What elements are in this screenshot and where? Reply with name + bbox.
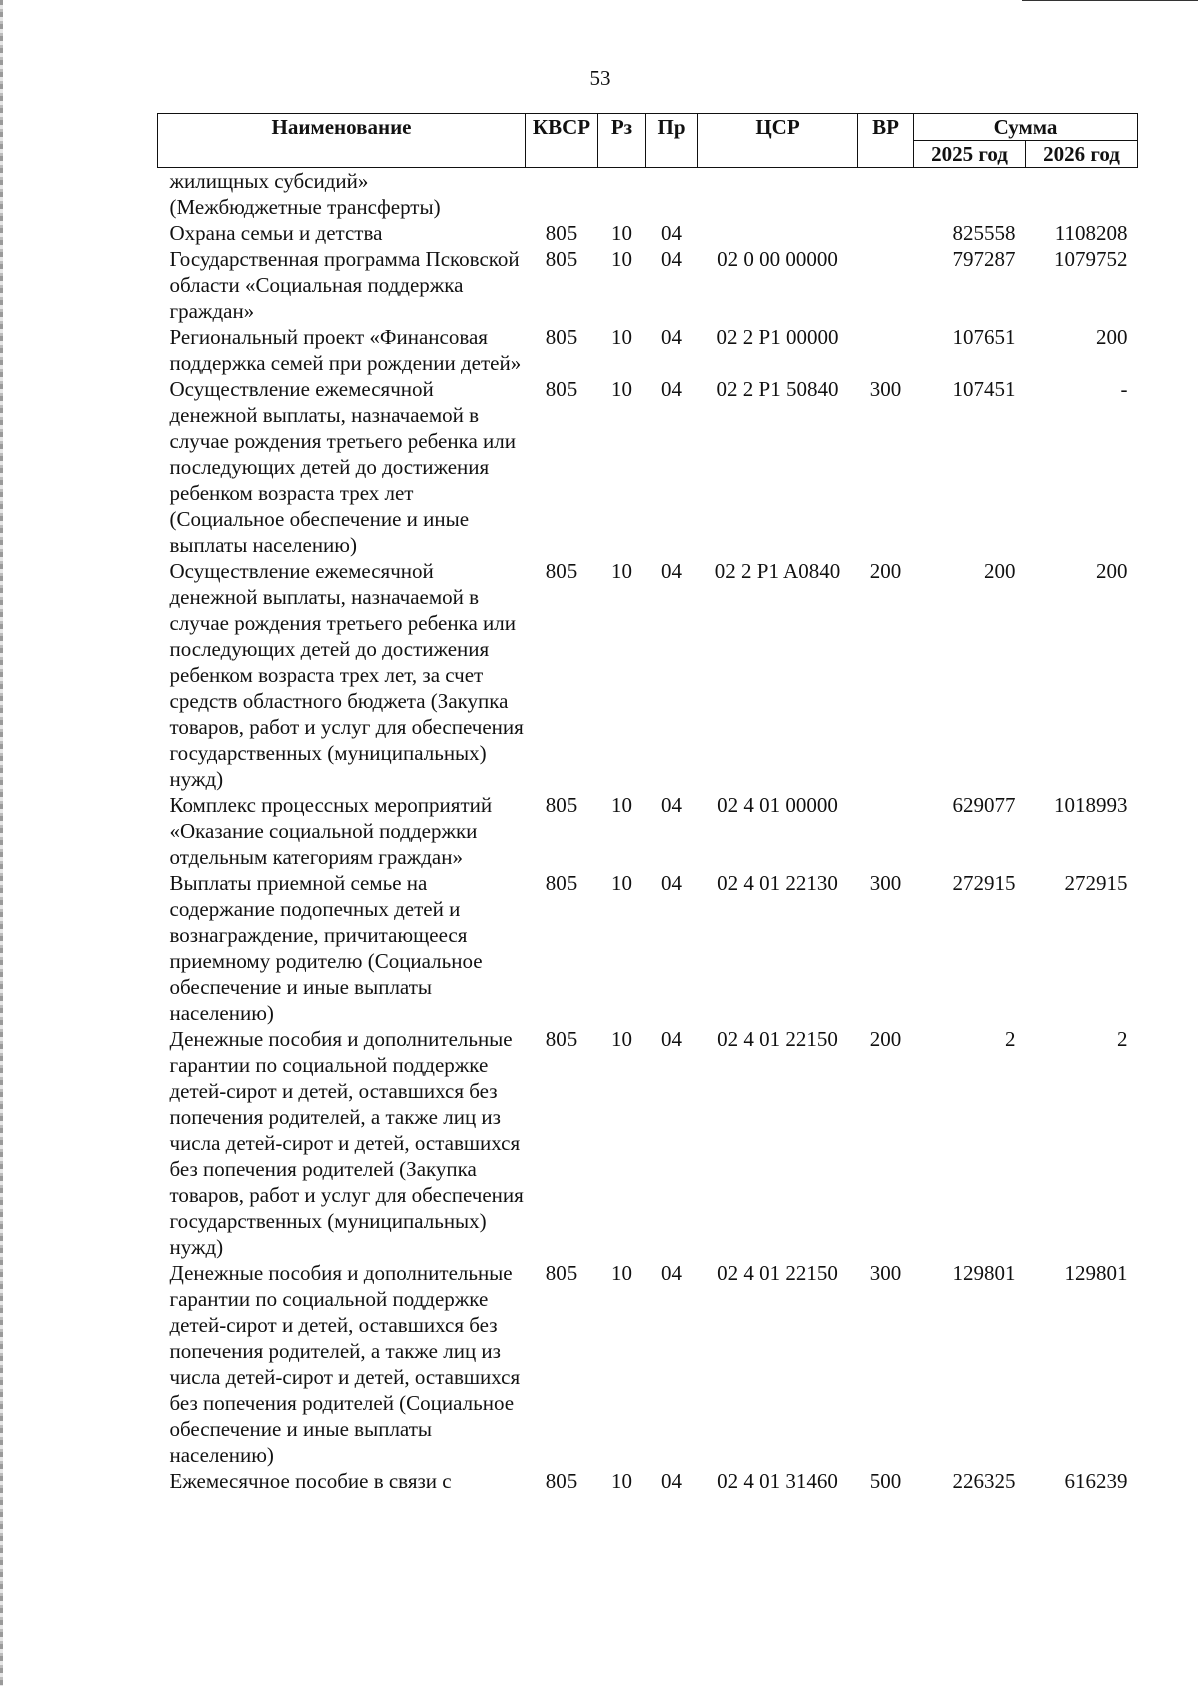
cell-sum-2025: 2 xyxy=(1005,1027,1016,1051)
header-pr: Пр xyxy=(646,114,698,168)
cell-pr: 04 xyxy=(661,793,682,817)
cell-pr: 04 xyxy=(661,1261,682,1285)
cell-name: Государственная программа Псковской области «Социальная поддержка граждан» xyxy=(169,247,520,323)
cell-csr: 02 4 01 22150 xyxy=(717,1261,838,1285)
cell-rz: 10 xyxy=(611,1027,632,1051)
table-row xyxy=(158,558,1138,792)
cell-vr xyxy=(858,324,914,376)
cell-kvsr: 805 xyxy=(545,1261,578,1285)
cell-rz: 10 xyxy=(611,325,632,349)
cell-sum-2026: 616239 xyxy=(1064,1469,1128,1493)
cell-csr: 02 0 00 00000 xyxy=(717,247,838,271)
cell-rz: 10 xyxy=(611,559,632,583)
cell-csr xyxy=(698,220,858,246)
cell-sum-2026 xyxy=(1026,168,1138,221)
header-csr: ЦСР xyxy=(698,114,858,168)
cell-rz: 10 xyxy=(611,793,632,817)
header-vr: ВР xyxy=(858,114,914,168)
cell-pr: 04 xyxy=(661,377,682,401)
cell-kvsr: 805 xyxy=(545,221,578,245)
cell-sum-2026: 200 xyxy=(1096,325,1128,349)
cell-csr: 02 2 P1 A0840 xyxy=(714,559,841,583)
cell-name: жилищных субсидий» (Межбюджетные трансферты) xyxy=(169,169,441,219)
cell-sum-2026: - xyxy=(1120,377,1128,401)
cell-name: Осуществление ежемесячной денежной выплаты, назначаемой в случае рождения третьего ребенка или последующих детей до достижения ребенком возраста трех лет, за счет средств областного бюджета (Закупка товаров, работ и услуг для обеспечения государственных (муниципальных) нужд) xyxy=(169,559,524,791)
cell-sum-2025: 629077 xyxy=(952,793,1016,817)
cell-csr xyxy=(698,168,858,221)
cell-vr: 200 xyxy=(869,559,902,583)
cell-vr xyxy=(858,792,914,870)
cell-sum-2026: 1079752 xyxy=(1054,247,1128,271)
page-number: 53 xyxy=(589,66,611,90)
table-row xyxy=(158,376,1138,558)
cell-pr: 04 xyxy=(661,1469,682,1493)
cell-sum-2026: 272915 xyxy=(1064,871,1128,895)
cell-csr: 02 4 01 31460 xyxy=(717,1469,838,1493)
cell-vr: 300 xyxy=(869,1261,902,1285)
cell-rz: 10 xyxy=(611,377,632,401)
cell-sum-2026: 1108208 xyxy=(1054,221,1128,245)
cell-vr: 300 xyxy=(869,871,902,895)
cell-pr xyxy=(646,168,698,221)
budget-table-container xyxy=(157,113,1137,1494)
cell-sum-2026: 200 xyxy=(1096,559,1128,583)
cell-sum-2025: 200 xyxy=(984,559,1016,583)
cell-vr xyxy=(858,246,914,324)
cell-sum-2025 xyxy=(914,168,1026,221)
cell-sum-2026: 1018993 xyxy=(1054,793,1128,817)
table-header xyxy=(158,114,1138,168)
cell-kvsr: 805 xyxy=(545,325,578,349)
header-name: Наименование xyxy=(158,114,526,168)
cell-kvsr: 805 xyxy=(545,247,578,271)
cell-csr: 02 4 01 00000 xyxy=(717,793,838,817)
cell-vr: 300 xyxy=(869,377,902,401)
cell-name: Осуществление ежемесячной денежной выплаты, назначаемой в случае рождения третьего ребенка или последующих детей до достижения ребенком возраста трех лет (Социальное обеспечение и иные выплаты населению) xyxy=(169,377,516,557)
cell-name: Охрана семьи и детства xyxy=(169,221,383,245)
cell-vr xyxy=(858,168,914,221)
cell-pr: 04 xyxy=(661,871,682,895)
header-year-2025: 2025 год xyxy=(914,141,1026,168)
header-kvsr: КВСР xyxy=(526,114,598,168)
cell-name: Ежемесячное пособие в связи с xyxy=(169,1469,452,1493)
cell-name: Денежные пособия и дополнительные гарантии по социальной поддержке детей-сирот и детей, оставшихся без попечения родителей, а также лиц из числа детей-сирот и детей, оставшихся без попечения родителей (Социальное обеспечение и иные выплаты населению) xyxy=(169,1261,521,1467)
cell-kvsr: 805 xyxy=(545,559,578,583)
cell-pr: 04 xyxy=(661,247,682,271)
header-rz: Рз xyxy=(598,114,646,168)
cell-name: Региональный проект «Финансовая поддержка семей при рождении детей» xyxy=(169,325,522,375)
scan-top-rule xyxy=(1022,0,1198,1)
table-row xyxy=(158,1026,1138,1260)
table-row xyxy=(158,168,1138,221)
cell-pr: 04 xyxy=(661,1027,682,1051)
cell-sum-2025: 272915 xyxy=(952,871,1016,895)
header-year-2026: 2026 год xyxy=(1026,141,1138,168)
table-row xyxy=(158,220,1138,246)
cell-sum-2026: 2 xyxy=(1117,1027,1128,1051)
table-row xyxy=(158,1260,1138,1468)
cell-kvsr: 805 xyxy=(545,1469,578,1493)
table-row xyxy=(158,324,1138,376)
cell-rz: 10 xyxy=(611,1261,632,1285)
cell-rz: 10 xyxy=(611,871,632,895)
cell-name: Денежные пособия и дополнительные гарантии по социальной поддержке детей-сирот и детей, оставшихся без попечения родителей, а также лиц из числа детей-сирот и детей, оставшихся без попечения родителей (Закупка товаров, работ и услуг для обеспечения государственных (муниципальных) нужд) xyxy=(169,1027,524,1259)
cell-kvsr: 805 xyxy=(545,1027,578,1051)
cell-sum-2025: 107651 xyxy=(952,325,1016,349)
cell-rz: 10 xyxy=(611,247,632,271)
cell-sum-2026: 129801 xyxy=(1064,1261,1128,1285)
cell-kvsr xyxy=(526,168,598,221)
cell-csr: 02 4 01 22150 xyxy=(717,1027,838,1051)
cell-kvsr: 805 xyxy=(545,377,578,401)
cell-pr: 04 xyxy=(661,221,682,245)
cell-vr: 200 xyxy=(869,1027,902,1051)
header-sum: Сумма xyxy=(914,114,1138,141)
cell-name: Выплаты приемной семье на содержание подопечных детей и вознаграждение, причитающееся приемному родителю (Социальное обеспечение и иные выплаты населению) xyxy=(169,871,483,1025)
cell-rz xyxy=(598,168,646,221)
cell-csr: 02 2 P1 00000 xyxy=(716,325,839,349)
cell-pr: 04 xyxy=(661,325,682,349)
cell-pr: 04 xyxy=(661,559,682,583)
table-row xyxy=(158,246,1138,324)
budget-table xyxy=(157,113,1138,1494)
cell-sum-2025: 107451 xyxy=(952,377,1016,401)
cell-vr: 500 xyxy=(869,1469,902,1493)
cell-sum-2025: 226325 xyxy=(952,1469,1016,1493)
cell-rz: 10 xyxy=(611,221,632,245)
cell-kvsr: 805 xyxy=(545,871,578,895)
table-row xyxy=(158,1468,1138,1494)
table-body xyxy=(158,168,1138,1495)
cell-rz: 10 xyxy=(611,1469,632,1493)
cell-csr: 02 2 P1 50840 xyxy=(716,377,839,401)
table-row xyxy=(158,792,1138,870)
cell-sum-2025: 825558 xyxy=(952,221,1016,245)
cell-sum-2025: 797287 xyxy=(952,247,1016,271)
cell-name: Комплекс процессных мероприятий «Оказание социальной поддержки отдельным категориям граждан» xyxy=(169,793,493,869)
scan-left-edge xyxy=(0,0,3,1686)
cell-vr xyxy=(858,220,914,246)
cell-csr: 02 4 01 22130 xyxy=(717,871,838,895)
cell-sum-2025: 129801 xyxy=(952,1261,1016,1285)
cell-kvsr: 805 xyxy=(545,793,578,817)
table-row xyxy=(158,870,1138,1026)
